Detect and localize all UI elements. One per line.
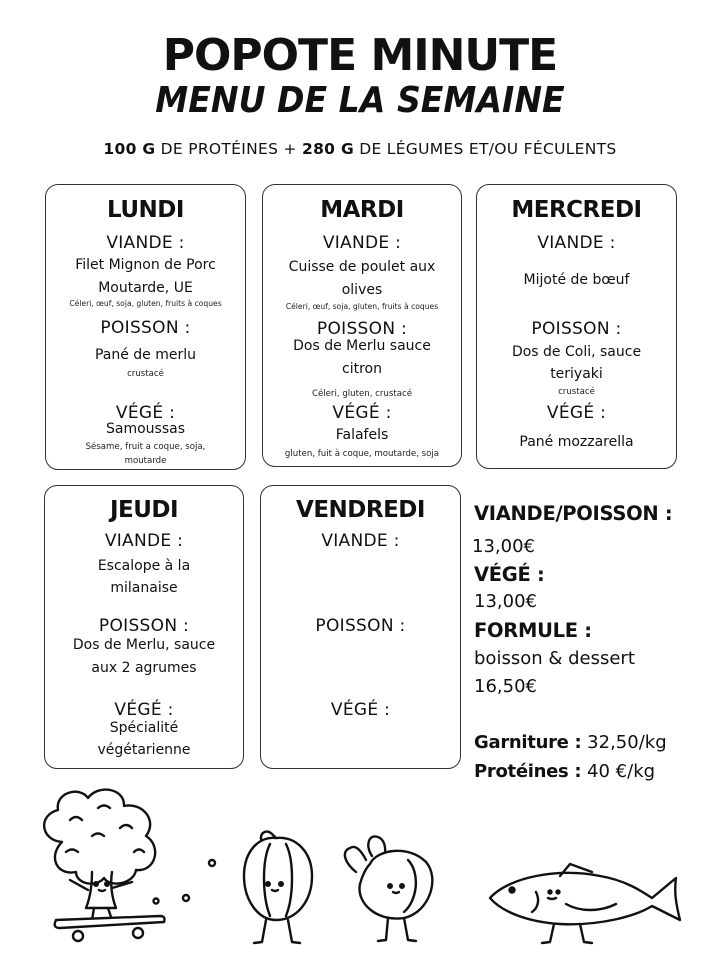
poisson-dish-line: Dos de Merlu, sauce xyxy=(72,637,216,653)
poisson-dish-line: aux 2 agrumes xyxy=(91,660,197,676)
viande-dish-line: Moutarde, UE xyxy=(98,280,193,296)
price-vege-label: VÉGÉ : xyxy=(474,563,545,586)
price-vege-value: 13,00€ xyxy=(474,591,537,612)
poisson-label: POISSON : xyxy=(98,616,190,636)
tarif-garniture: Garniture : 32,50/kg xyxy=(474,732,667,753)
vege-label: VÉGÉ : xyxy=(546,403,607,423)
viande-label: VIANDE : xyxy=(322,233,402,253)
vege-dish-line: Pané mozzarella xyxy=(519,434,634,450)
viande-dish-line: Cuisse de poulet aux xyxy=(288,259,436,275)
poisson-label: POISSON : xyxy=(100,318,191,338)
vege-dish-line: végétarienne xyxy=(97,742,191,758)
poisson-dish-line: teriyaki xyxy=(550,366,603,382)
poisson-label: POISSON : xyxy=(315,616,406,636)
vege-label: VÉGÉ : xyxy=(332,403,392,423)
price-formule-value: 16,50€ xyxy=(474,676,537,697)
viande-dish-line: Escalope à la xyxy=(97,558,191,574)
roast-chicken-icon xyxy=(345,836,432,941)
viande-allergens: Céleri, œuf, soja, gluten, fruits à coques xyxy=(285,302,439,311)
broccoli-on-skateboard-icon xyxy=(44,790,215,941)
vege-allergens: moutarde xyxy=(124,456,167,466)
vege-dish-line: Samoussas xyxy=(105,421,185,437)
viande-label: VIANDE : xyxy=(104,531,184,551)
poisson-allergens: Céleri, gluten, crustacé xyxy=(311,389,413,399)
poisson-label: POISSON : xyxy=(316,319,408,339)
poisson-allergens: crustacé xyxy=(558,387,595,397)
day-card-jeudi xyxy=(44,485,244,769)
salmon-icon xyxy=(490,864,680,943)
day-name: LUNDI xyxy=(107,197,184,223)
viande-label: VIANDE : xyxy=(106,233,185,253)
bell-pepper-icon xyxy=(244,832,312,943)
page-title: POPOTE MINUTE xyxy=(162,30,558,81)
day-card-mercredi xyxy=(476,184,677,469)
price-formule-label: FORMULE : xyxy=(474,619,592,642)
day-name: MARDI xyxy=(320,197,404,223)
day-card-lundi xyxy=(45,184,246,470)
portion-rule: 100 G DE PROTÉINES + 280 G DE LÉGUMES ET/OU FÉCULENTS xyxy=(103,140,617,158)
viande-dish-line: olives xyxy=(341,282,383,298)
price-formule-desc: boisson & dessert xyxy=(474,648,635,669)
poisson-allergens: crustacé xyxy=(127,369,164,379)
day-card-vendredi xyxy=(260,485,461,769)
food-illustrations xyxy=(0,780,720,960)
poisson-dish-line: Dos de Coli, sauce xyxy=(511,344,642,360)
vege-dish-line: Falafels xyxy=(335,427,389,443)
vege-label: VÉGÉ : xyxy=(330,700,391,720)
price-viande-poisson-value: 13,00€ xyxy=(472,536,535,557)
poisson-dish-line: Pané de merlu xyxy=(94,347,197,363)
page-subtitle: MENU DE LA SEMAINE xyxy=(155,80,565,121)
day-name: MERCREDI xyxy=(511,197,642,223)
poisson-label: POISSON : xyxy=(531,319,622,339)
viande-label: VIANDE : xyxy=(321,531,400,551)
vege-allergens: gluten, fuit à coque, moutarde, soja xyxy=(284,449,440,459)
day-name: VENDREDI xyxy=(296,497,425,523)
price-viande-poisson-label: VIANDE/POISSON : xyxy=(474,502,673,525)
day-card-mardi xyxy=(262,184,462,467)
tarif-proteines: Protéines : 40 €/kg xyxy=(474,761,656,782)
vege-label: VÉGÉ : xyxy=(115,403,176,423)
viande-dish-line: Filet Mignon de Porc xyxy=(75,257,216,273)
viande-dish-line: Mijoté de bœuf xyxy=(523,272,630,288)
viande-label: VIANDE : xyxy=(537,233,616,253)
poisson-dish-line: citron xyxy=(342,361,382,377)
poisson-dish-line: Dos de Merlu sauce xyxy=(293,338,431,354)
viande-dish-line: milanaise xyxy=(110,580,178,596)
day-name: JEUDI xyxy=(109,497,179,523)
vege-allergens: Sésame, fruit a coque, soja, xyxy=(85,442,206,452)
viande-allergens: Céleri, œuf, soja, gluten, fruits à coques xyxy=(69,299,222,308)
vege-label: VÉGÉ : xyxy=(114,700,174,720)
vege-dish-line: Spécialité xyxy=(109,720,179,736)
